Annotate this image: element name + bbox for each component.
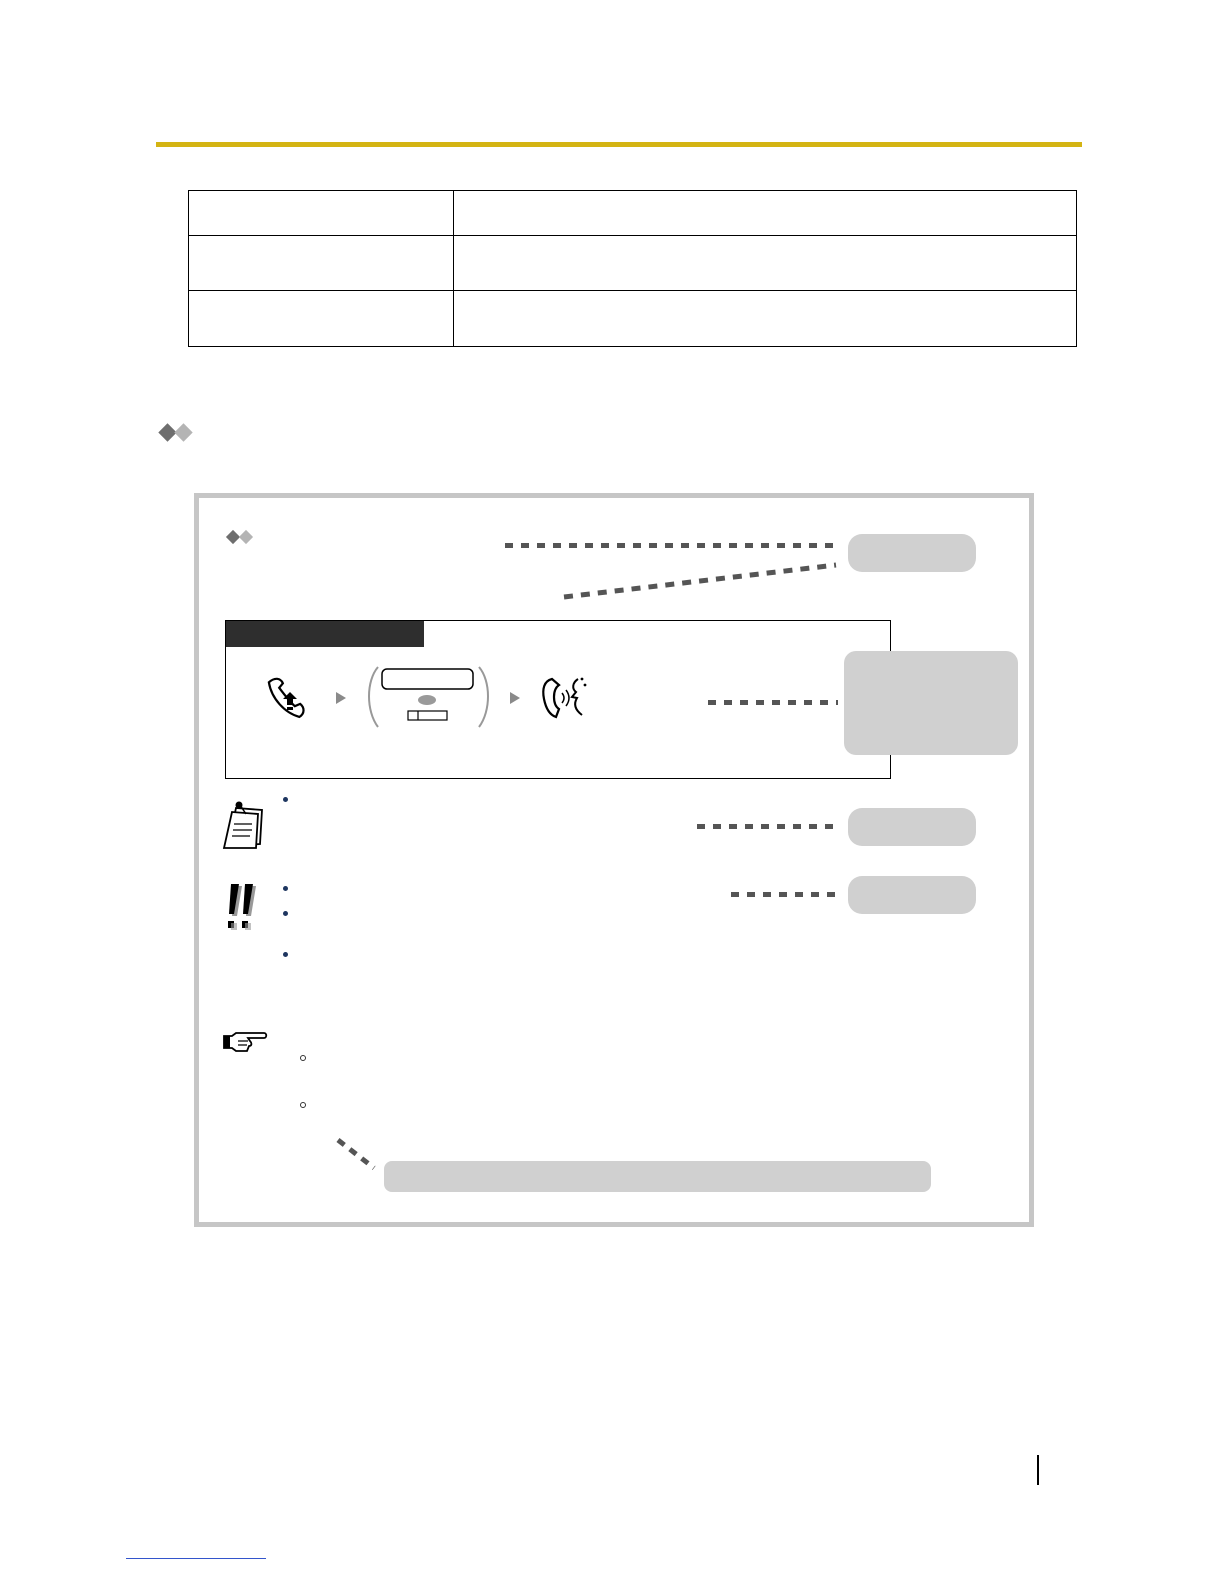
callout-reference bbox=[384, 1161, 931, 1192]
dotted-leader-line bbox=[731, 892, 838, 897]
operation-header bbox=[226, 621, 424, 647]
table-row bbox=[189, 291, 1077, 347]
callout-title bbox=[848, 534, 976, 572]
table-cell bbox=[454, 291, 1077, 347]
table-cell bbox=[454, 191, 1077, 236]
callout-operation bbox=[844, 651, 1018, 755]
table-row bbox=[189, 191, 1077, 236]
dotted-leader-line bbox=[334, 1136, 378, 1172]
reference-bullet bbox=[300, 1102, 306, 1108]
warning-bullet bbox=[283, 952, 288, 957]
table-cell bbox=[189, 191, 454, 236]
header-accent-rule bbox=[156, 142, 1082, 147]
diamond-bullet-icon bbox=[174, 423, 192, 441]
table-cell bbox=[454, 236, 1077, 291]
callout-label bbox=[844, 651, 1018, 691]
dotted-leader-line bbox=[708, 700, 838, 705]
note-memo-icon bbox=[222, 800, 268, 852]
reference-bullet bbox=[300, 1055, 306, 1061]
example-layout-frame bbox=[194, 493, 1034, 1227]
double-exclamation-icon bbox=[226, 884, 264, 934]
table-row bbox=[189, 236, 1077, 291]
pointing-hand-icon bbox=[222, 1030, 268, 1056]
warning-bullet bbox=[283, 886, 288, 891]
off-hook-handset-icon bbox=[262, 677, 312, 719]
step-arrow-icon bbox=[336, 692, 346, 704]
table-cell bbox=[189, 291, 454, 347]
page-number-divider bbox=[1037, 1455, 1039, 1485]
talk-icon bbox=[540, 675, 590, 721]
dotted-leader-line bbox=[505, 543, 835, 548]
warning-bullet bbox=[283, 911, 288, 916]
note-bullet bbox=[283, 797, 288, 802]
table-cell bbox=[189, 236, 454, 291]
callout-note bbox=[848, 808, 976, 846]
dotted-leader-line bbox=[560, 560, 840, 602]
dotted-leader-line bbox=[697, 824, 838, 829]
extension-key-button-icon bbox=[366, 663, 491, 731]
callout-warning bbox=[848, 876, 976, 914]
definition-table bbox=[188, 190, 1077, 347]
footer-link[interactable] bbox=[126, 1558, 266, 1559]
step-arrow-icon bbox=[510, 692, 520, 704]
